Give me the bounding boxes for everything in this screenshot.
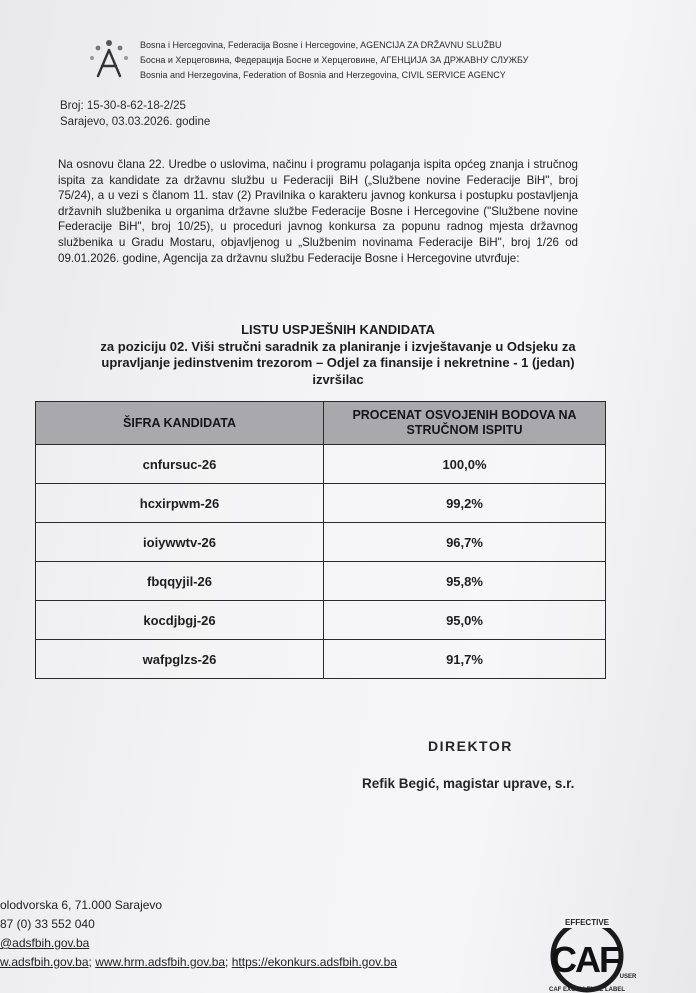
footer-web-link-hrm[interactable]: www.hrm.adsfbih.gov.ba	[95, 955, 226, 969]
intro-paragraph: Na osnovu člana 22. Uredbe o uslovima, načinu i programu polaganja ispita općeg znanja i stručnog ispita za kandidate za državnu službu u Federaciji BiH („Službene novine Federacije BiH", broj 75/24), a u vezi s članom 11. stav (2) Pravilnika o karakteru javnog konkursa i postupku postavljenja državnih službenika u organima državne službe Federacije Bosne i Hercegovine ("Službene novine Federacije BiH", broj 10/25), u proceduri javnog konkursa za popunu radnog mjesta državnog službenika u Gradu Mostaru, objavljenog u „Službenim novinama Federacije BiH", broj 1/26 od 09.01.2026. godine, Agencija za državnu službu Federacije Bosne i Hercegovine utvrđuje:	[58, 158, 578, 265]
header-line-cyrillic: Босна и Херцеговина, Федерација Босне и Херцеговине, АГЕНЦИЈА ЗА ДРЖАВНУ СЛУЖБУ	[140, 55, 529, 65]
reference-number: Broj: 15-30-8-62-18-2/25	[60, 100, 186, 112]
signature-name: Refik Begić, magistar uprave, s.r.	[362, 776, 575, 791]
candidate-percent: 99,2%	[324, 484, 606, 523]
table-row	[36, 601, 606, 640]
footer-web-link-ekonkurs[interactable]: https://ekonkurs.adsfbih.gov.ba	[231, 955, 397, 969]
table-row	[36, 562, 606, 601]
title-block	[78, 322, 598, 388]
candidate-percent: 96,7%	[324, 523, 606, 562]
header-line-english: Bosnia and Herzegovina, Federation of Bosnia and Herzegovina, CIVIL SERVICE AGENCY	[140, 70, 506, 80]
table-row	[36, 445, 606, 484]
footer-web-links	[0, 953, 397, 972]
footer-contact	[0, 896, 397, 972]
candidate-code: fbqqyjil-26	[36, 562, 324, 601]
footer-separator: ;	[225, 955, 229, 969]
agency-header	[140, 38, 528, 83]
footer-phone: 87 (0) 33 552 040	[0, 917, 95, 931]
table-row	[36, 484, 606, 523]
caf-label-logo	[532, 908, 642, 993]
candidate-code: cnfursuc-26	[36, 445, 324, 484]
agency-logo-icon	[86, 36, 132, 82]
table-header-row	[36, 402, 606, 445]
candidate-code: wafpglzs-26	[36, 640, 324, 679]
position-subtitle: za poziciju 02. Viši stručni saradnik za planiranje i izvještavanje u Odsjeku za upravljanje jedinstvenim trezorom – Odjel za finansije i nekretnine - 1 (jedan) izvršilac	[100, 338, 576, 387]
candidate-percent: 95,0%	[324, 601, 606, 640]
signature-title: DIREKTOR	[428, 738, 513, 754]
table-row	[36, 523, 606, 562]
caf-side-text: USER	[619, 974, 637, 980]
caf-bottom-text: CAF EXCELLENCE LABEL	[548, 987, 626, 993]
caf-top-text: EFFECTIVE	[564, 918, 610, 927]
candidate-code: hcxirpwm-26	[36, 484, 324, 523]
reference-block	[60, 98, 210, 130]
col-header-percent: PROCENAT OSVOJENIH BODOVA NA STRUČNOM ISPITU	[324, 402, 606, 445]
candidate-percent: 91,7%	[324, 640, 606, 679]
footer-web-link-main[interactable]: w.adsfbih.gov.ba	[0, 955, 89, 969]
list-heading: LISTU USPJEŠNIH KANDIDATA	[241, 322, 435, 337]
caf-mark-text: CAF	[551, 939, 619, 980]
col-header-code: ŠIFRA KANDIDATA	[36, 402, 324, 445]
footer-separator: ;	[88, 955, 92, 969]
candidate-percent: 95,8%	[324, 562, 606, 601]
table-row	[36, 640, 606, 679]
candidate-code: kocdjbgj-26	[36, 601, 324, 640]
reference-place-date: Sarajevo, 03.03.2026. godine	[60, 116, 211, 128]
footer-address: olodvorska 6, 71.000 Sarajevo	[0, 898, 163, 912]
candidates-table	[35, 401, 606, 679]
candidate-code: ioiywwtv-26	[36, 523, 324, 562]
candidate-percent: 100,0%	[324, 445, 606, 484]
header-line-bosnian: Bosna i Hercegovina, Federacija Bosne i Hercegovine, AGENCIJA ZA DRŽAVNU SLUŽBU	[140, 40, 502, 50]
footer-email-link[interactable]: @adsfbih.gov.ba	[0, 936, 90, 950]
